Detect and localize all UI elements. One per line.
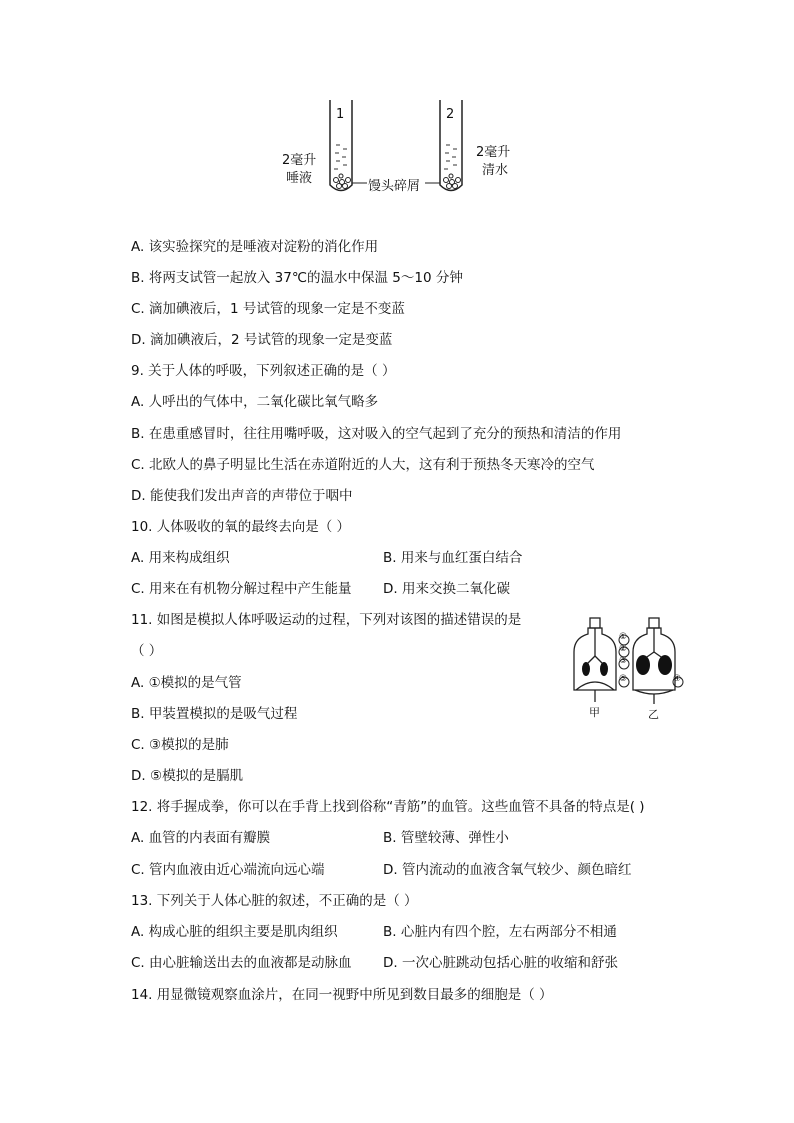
bell-jar-drawing	[570, 612, 690, 722]
q11-option-a: A. ①模拟的是气管	[131, 675, 242, 691]
q9-option-c: C. 北欧人的鼻子明显比生活在赤道附近的人大，这有利于预热冬天寒冷的空气	[131, 457, 595, 473]
q10-option-b: B. 用来与血红蛋白结合	[383, 550, 523, 566]
q9-option-d: D. 能使我们发出声音的声带位于咽中	[131, 488, 353, 504]
test-tube-figure	[270, 95, 530, 205]
tube1-number: 1	[336, 107, 345, 122]
q13-stem: 13. 下列关于人体心脏的叙述，不正确的是（ ）	[131, 893, 418, 909]
q12-option-b: B. 管壁较薄、弹性小	[383, 830, 509, 846]
q11-stem-paren: （ ）	[131, 643, 163, 659]
model-jia-label: 甲	[589, 706, 600, 719]
crumbs-label: 馒头碎屑	[368, 179, 421, 194]
q13-option-d: D. 一次心脏跳动包括心脏的收缩和舒张	[383, 955, 618, 971]
q10-stem: 10. 人体吸收的氧的最终去向是（ ）	[131, 519, 351, 535]
tube2-number: 2	[446, 107, 455, 122]
model-1-mark: ①	[619, 632, 628, 642]
saliva-label-2: 唾液	[286, 171, 313, 186]
q12-option-d: D. 管内流动的血液含氧气较少、颜色暗红	[383, 862, 632, 878]
q11-option-d: D. ⑤模拟的是膈肌	[131, 768, 244, 784]
q10-option-c: C. 用来在有机物分解过程中产生能量	[131, 581, 352, 597]
water-label-2: 清水	[482, 163, 509, 178]
q8-option-c: C. 滴加碘液后，1 号试管的现象一定是不变蓝	[131, 301, 405, 317]
q9-stem: 9. 关于人体的呼吸，下列叙述正确的是（ ）	[131, 363, 396, 379]
saliva-label-1: 2毫升	[282, 153, 317, 168]
model-4-mark: ④	[673, 674, 682, 684]
bell-jar-figure	[570, 612, 690, 722]
water-label-1: 2毫升	[476, 145, 511, 160]
q10-option-d: D. 用来交换二氧化碳	[383, 581, 510, 597]
q11-stem: 11. 如图是模拟人体呼吸运动的过程，下列对该图的描述错误的是	[131, 612, 522, 628]
q10-option-a: A. 用来构成组织	[131, 550, 230, 566]
q9-option-a: A. 人呼出的气体中，二氧化碳比氧气略多	[131, 394, 379, 410]
q13-option-a: A. 构成心脏的组织主要是肌肉组织	[131, 924, 338, 940]
q8-option-a: A. 该实验探究的是唾液对淀粉的消化作用	[131, 239, 379, 255]
q12-option-c: C. 管内血液由近心端流向远心端	[131, 862, 325, 878]
model-5-mark: ⑤	[619, 674, 628, 684]
q12-option-a: A. 血管的内表面有瓣膜	[131, 830, 271, 846]
q13-option-b: B. 心脏内有四个腔，左右两部分不相通	[383, 924, 617, 940]
model-yi-label: 乙	[648, 708, 659, 721]
model-3-mark: ③	[619, 656, 628, 666]
q9-option-b: B. 在患重感冒时，往往用嘴呼吸，这对吸入的空气起到了充分的预热和清洁的作用	[131, 426, 622, 442]
q11-option-b: B. 甲装置模拟的是吸气过程	[131, 706, 298, 722]
q11-option-c: C. ③模拟的是肺	[131, 737, 229, 753]
q8-option-b: B. 将两支试管一起放入 37℃的温水中保温 5～10 分钟	[131, 270, 463, 286]
q8-option-d: D. 滴加碘液后，2 号试管的现象一定是变蓝	[131, 332, 393, 348]
model-2-mark: ②	[619, 644, 628, 654]
q14-stem: 14. 用显微镜观察血涂片，在同一视野中所见到数目最多的细胞是（ ）	[131, 987, 553, 1003]
q13-option-c: C. 由心脏输送出去的血液都是动脉血	[131, 955, 352, 971]
q12-stem: 12. 将手握成拳，你可以在手背上找到俗称“青筋”的血管。这些血管不具备的特点是( )	[131, 799, 645, 815]
